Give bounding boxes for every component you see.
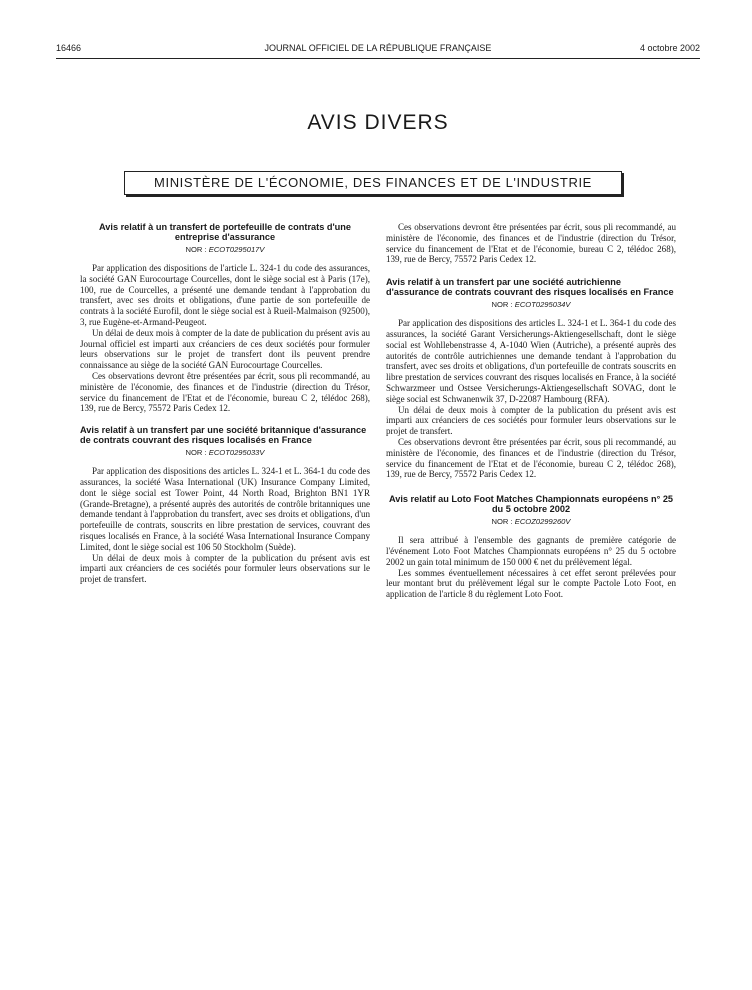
paragraph: Un délai de deux mois à compter de la publication du présent avis est imparti aux créanciers de ces sociétés pour formuler leurs observations sur le projet de transfert. [80, 552, 370, 585]
notice-continuation [386, 222, 676, 265]
paragraph: Ces observations devront être présentées par écrit, sous pli recommandé, au ministère de l'économie, des finances et de l'industrie (direction du Trésor, service du financement de l'Etat et de l'économie, bureau C 2, télédoc 268), 139, rue de Bercy, 75572 Paris Cedex 12. [386, 436, 676, 480]
paragraph: Il sera attribué à l'ensemble des gagnants de première catégorie de l'événement Loto Foot Matches Championnats européens n° 25 du 5 octobre 2002 un gain total minimum de 150 000 € net du prélèvement légal. [386, 535, 676, 567]
notice-societe-autrichienne [386, 277, 676, 480]
nor-label: NOR : [491, 517, 513, 527]
notice-heading: Avis relatif à un transfert par une société britannique d'assurance de contrats couvrant des risques localisés en France [80, 425, 367, 446]
notice-loto-foot [386, 494, 676, 600]
running-head [56, 43, 700, 57]
nor-label: NOR : [185, 448, 207, 458]
nor-label: NOR : [185, 245, 207, 254]
paragraph: Les sommes éventuellement nécessaires à cet effet seront prélevées pour leur montant brut du prélèvement légal sur le compte Pactole Loto Foot, en application de l'article 8 du règlement Loto Foot. [386, 567, 676, 600]
paragraph: Par application des dispositions de l'article L. 324-1 du code des assurances, la société GAN Eurocourtage Courcelles, dont le siège social est à Paris (17e), 100, rue de Courcelles, a présenté une demande tendant à l'approbation du transfert, avec ses droits et obligations, d'une partie de son portefeuille de contrats à la société Eurofil, dont le siège social est à Rueil-Malmaison (92500), 3, rue Eugène-et-Armand-Peugeot. [80, 263, 370, 327]
notice-transfert-portefeuille [80, 222, 370, 414]
nor-reference [386, 300, 676, 309]
nor-label: NOR : [491, 300, 513, 310]
notice-heading: Avis relatif au Loto Foot Matches Championnats européens n° 25 du 5 octobre 2002 [388, 494, 674, 515]
paragraph: Ces observations devront être présentées par écrit, sous pli recommandé, au ministère de l'économie, des finances et de l'industrie (direction du Trésor, service du financement de l'Etat et de l'économie, bureau C 2, télédoc 268), 139, rue de Bercy, 75572 Paris Cedex 12. [80, 370, 370, 414]
journal-title: JOURNAL OFFICIEL DE LA RÉPUBLIQUE FRANÇAISE [264, 43, 492, 53]
notice-heading: Avis relatif à un transfert de portefeuille de contrats d'une entreprise d'assurance [98, 222, 351, 242]
paragraph: Un délai de deux mois à compter de la publication du présent avis est imparti aux créanciers de ces sociétés pour formuler leurs observations sur le projet de transfert. [386, 404, 676, 437]
nor-reference [80, 448, 370, 457]
nor-code: ECOT0295034V [514, 300, 571, 310]
right-column [386, 222, 676, 600]
header-rule [56, 58, 700, 59]
paragraph: Par application des dispositions des articles L. 324-1 et L. 364-1 du code des assurances, la société Garant Versicherungs-Aktiengesellschaft, dont le siège social est Wohllebenstrasse 4, A-1040 Wien (Autriche), a présenté auprès des autorités de contrôle autrichiennes une demande tendant à l'approbation du transfert, avec ses droits et obligations, d'un portefeuille de contrats souscrits en libre prestation de services couvrant des risques localisés en France, à la société Schwarzmeer und Ostsee Versicherungs-Aktiengesellschaft SOVAG, dont le siège social est Schwanenwik 37, D-22087 Hambourg (RFA). [386, 318, 676, 404]
notice-societe-britannique [80, 425, 370, 585]
ministry-heading: MINISTÈRE DE L'ÉCONOMIE, DES FINANCES ET DE L'INDUSTRIE [124, 171, 622, 195]
paragraph: Un délai de deux mois à compter de la date de publication du présent avis au Journal officiel est imparti aux créanciers de ces deux sociétés pour formuler leurs observations sur le projet de transfert dont ils peuvent prendre connaissance au siège de la société GAN Eurocourtage Courcelles. [80, 327, 370, 371]
paragraph: Par application des dispositions des articles L. 324-1 et L. 364-1 du code des assurances, la société Wasa International (UK) Insurance Company Limited, dont le siège social est Tower Point, 44 North Road, Brighton BN1 1YR (Grande-Bretagne), a présenté auprès des autorités de contrôle britanniques une demande tendant à l'approbation du transfert, avec ses droits et obligations, d'un portefeuille de contrats, souscrits en libre prestation de services, couvrant des risques localisés en France, à la société Wasa International Insurance Company Limited, dont le siège social est 106 50 Stockholm (Suède). [80, 466, 370, 552]
page-number: 16466 [56, 43, 82, 53]
nor-code: ECOT0295033V [208, 448, 265, 458]
paragraph: Ces observations devront être présentées par écrit, sous pli recommandé, au ministère de l'économie, des finances et de l'industrie (direction du Trésor, service du financement de l'Etat et de l'économie, bureau C 2, télédoc 268), 139, rue de Bercy, 75572 Paris Cedex 12. [386, 222, 676, 265]
nor-code: ECOZ0299260V [514, 517, 571, 527]
nor-reference [386, 517, 676, 526]
notice-heading: Avis relatif à un transfert par une société autrichienne d'assurance de contrats couvrant des risques localisés en France [386, 277, 674, 298]
nor-reference [80, 245, 370, 254]
nor-code: ECOT0295017V [208, 245, 265, 254]
section-title: AVIS DIVERS [307, 111, 449, 134]
left-column [80, 222, 370, 585]
issue-date: 4 octobre 2002 [639, 43, 700, 53]
